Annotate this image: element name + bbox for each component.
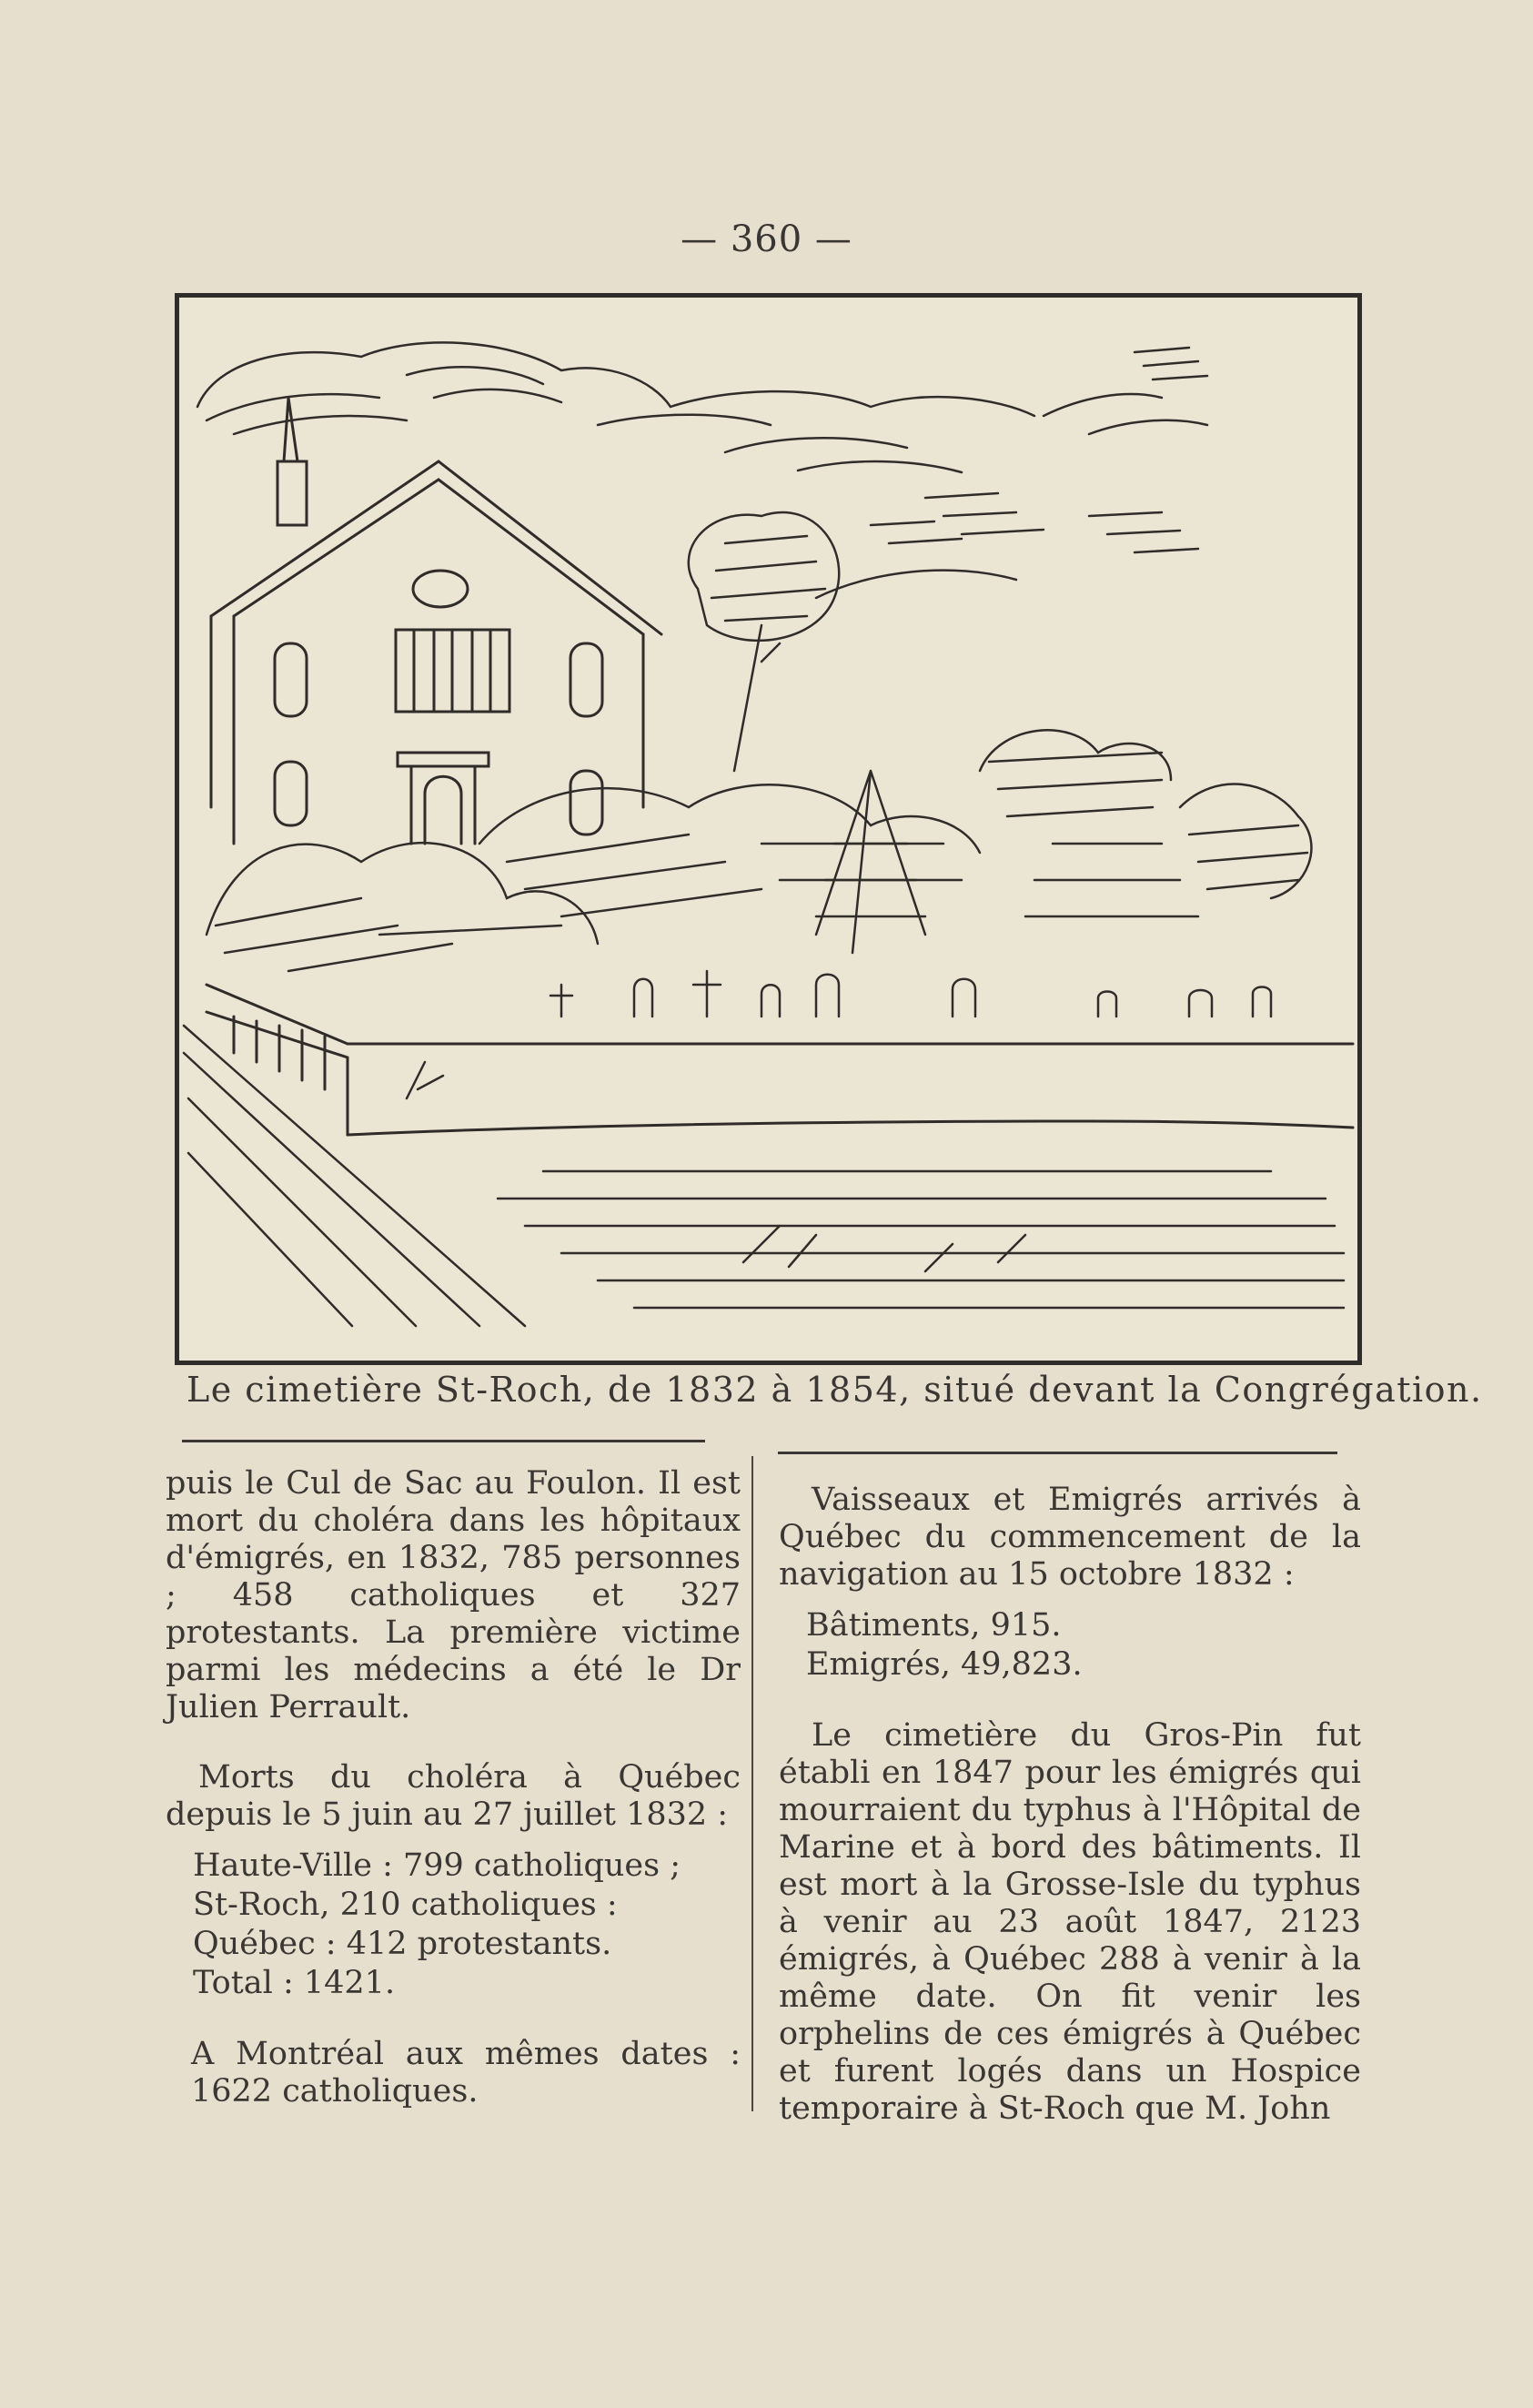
column-divider: [751, 1456, 753, 2111]
list-item: Bâtiments, 915.: [806, 1607, 1062, 1644]
list-item: Québec : 412 protestants.: [193, 1926, 612, 1962]
right-column: [779, 1482, 1361, 2128]
left-paragraph-3: A Montréal aux mêmes dates : 1622 catholiques.: [191, 2036, 741, 2110]
church-building: [211, 398, 661, 844]
trees: [207, 512, 1311, 971]
caption-rule-right: [778, 1452, 1337, 1454]
cemetery-engraving: [175, 293, 1362, 1365]
cholera-deaths-list: [193, 1846, 741, 2003]
clouds: [197, 342, 1207, 598]
list-item: Emigrés, 49,823.: [806, 1646, 1083, 1683]
left-column: [166, 1465, 741, 2110]
gravestones: [550, 971, 1271, 1017]
right-paragraph-1: Vaisseaux et Emigrés arrivés à Québec du commencement de la navigation au 15 octobre 1832 :: [779, 1482, 1361, 1593]
page-number: — 360 —: [681, 218, 852, 260]
right-paragraph-2: Le cimetière du Gros-Pin fut établi en 1847 pour les émigrés qui mourraient du typhus à l'Hôpital de Marine et à bord des bâtiments. Il est mort à la Grosse-Isle du typhus à venir au 23 août 1847, 2123 émigrés, à Québec 288 à venir à la même date. On fit venir les orphelins de ces émigrés à Québec et furent logés dans un Hospice temporaire à St-Roch que M. John: [779, 1717, 1361, 2127]
left-paragraph-1: puis le Cul de Sac au Foulon. Il est mort du choléra dans les hôpitaux d'émigrés, en 1832, 785 personnes ; 458 catholiques et 327 protestants. La première victime parmi les médecins a été le Dr Julien Perrault.: [166, 1465, 741, 1725]
caption-rule-left: [182, 1440, 705, 1442]
road-and-ground: [184, 1026, 1344, 1326]
list-item: St-Roch, 210 catholiques :: [193, 1887, 618, 1923]
left-paragraph-2: Morts du choléra à Québec depuis le 5 juin au 27 juillet 1832 :: [166, 1759, 741, 1833]
list-item: Total : 1421.: [193, 1965, 396, 2001]
illustration-caption: Le cimetière St-Roch, de 1832 à 1854, situé devant la Congrégation.: [187, 1370, 1483, 1410]
list-item: Haute-Ville : 799 catholiques ;: [193, 1847, 681, 1884]
ships-emigrants-list: [806, 1606, 1361, 1685]
